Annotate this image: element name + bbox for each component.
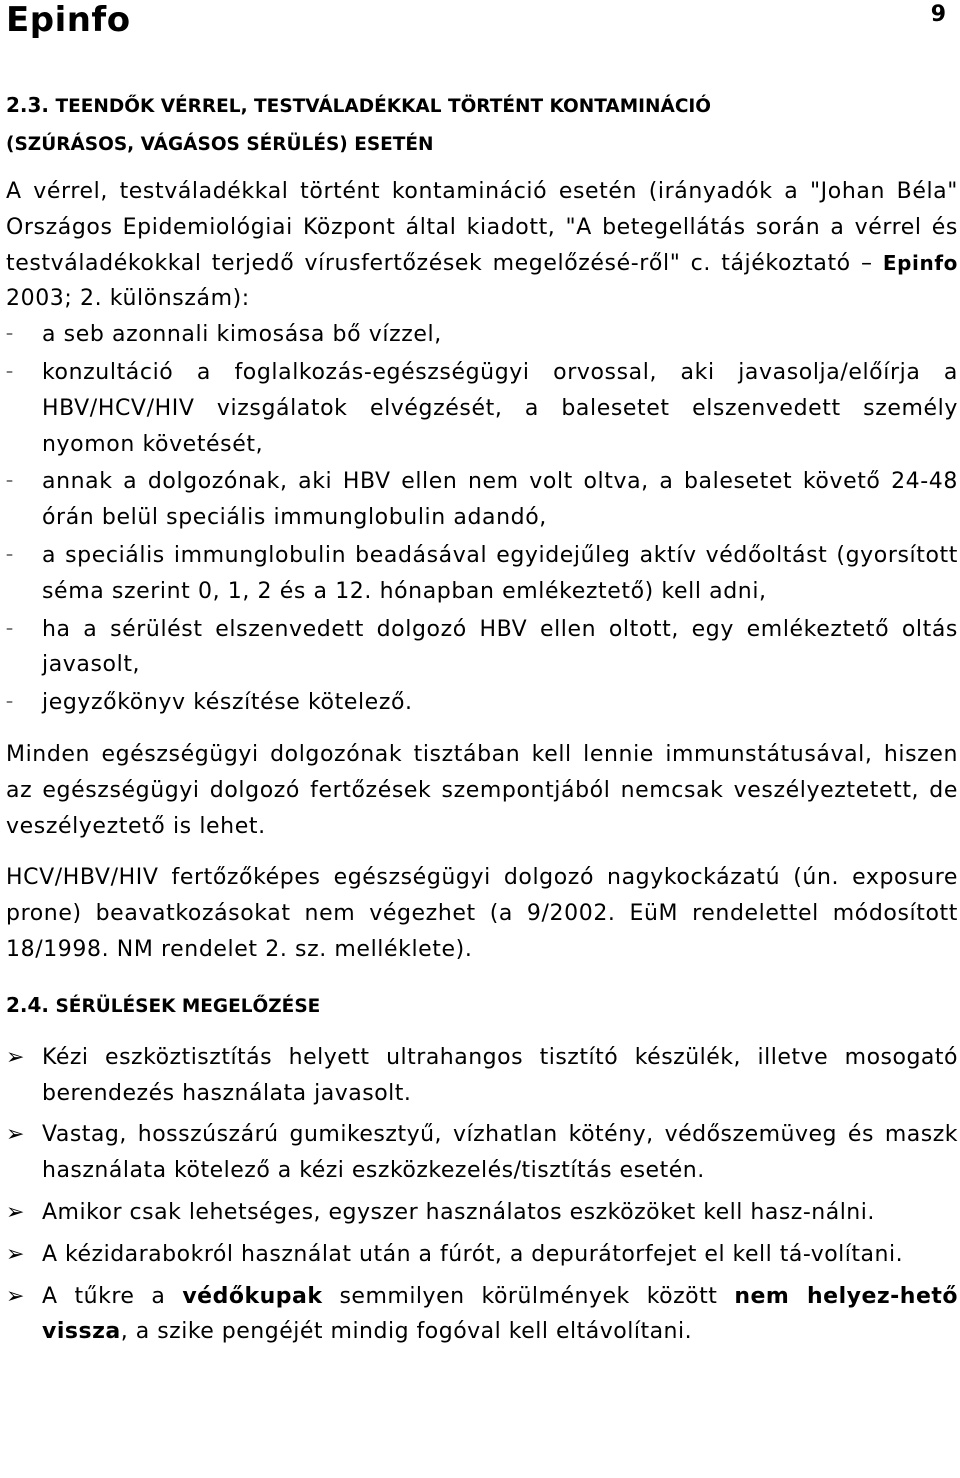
intro-text: A vérrel, testváladékkal történt kontamináció esetén (irányadók a "Johan Béla" Országos Epidemiológiai Központ által kiadott, "A betegellátás során a vérrel és testváladékokkal terjedő vírusfertőzések megelőzésé-ről" c. tájékoztató – xyxy=(6,179,958,276)
epinfo-logo: Epinfo xyxy=(6,0,131,40)
bold-text: nem helyez-hető vissza xyxy=(42,1283,959,1345)
section-title-line2: (SZÚRÁSOS, VÁGÁSOS SÉRÜLÉS) ESETÉN xyxy=(6,134,434,155)
intro-text-end: 2003; 2. különszám): xyxy=(6,286,250,312)
section-2-4-heading xyxy=(6,986,958,1026)
list-item: ➢ Kézi eszköztisztítás helyett ultrahangos tisztító készülék, illetve mosogató berendezés használata javasolt. xyxy=(6,1040,958,1112)
section-title-text: SÉRÜLÉSEK MEGELŐZÉSE xyxy=(55,995,321,1017)
text-span: semmilyen körülmények között xyxy=(322,1283,735,1309)
list-item: – a seb azonnali kimosása bő vízzel, xyxy=(6,317,958,353)
list-item: – ha a sérülést elszenvedett dolgozó HBV ellen oltott, egy emlékeztető oltás javasolt, xyxy=(6,612,958,684)
section-2-3-heading xyxy=(6,86,958,164)
list-item xyxy=(6,1279,958,1351)
list-item: – jegyzőkönyv készítése kötelező. xyxy=(6,685,958,721)
text-span: A tűkre a xyxy=(42,1283,183,1309)
section-number: 2.4. xyxy=(6,992,50,1017)
page-content xyxy=(6,86,958,1356)
regulation-paragraph: HCV/HBV/HIV fertőzőképes egészségügyi dolgozó nagykockázatú (ún. exposure prone) beavatkozásokat nem végezhet (a 9/2002. EüM rendelettel módosított 18/1998. NM rendelet 2. sz. melléklete). xyxy=(6,865,958,962)
list-item: ➢ Amikor csak lehetséges, egyszer használatos eszközöket kell hasz-nálni. xyxy=(6,1195,958,1231)
contamination-steps-list xyxy=(6,317,958,721)
list-item: – a speciális immunglobulin beadásával egyidejűleg aktív védőoltást (gyorsított séma szerint 0, 1, 2 és a 12. hónapban emlékeztető) kell adni, xyxy=(6,538,958,610)
list-item: – annak a dolgozónak, aki HBV ellen nem volt oltva, a balesetet követő 24-48 órán belül speciális immunglobulin adandó, xyxy=(6,464,958,536)
list-item: – konzultáció a foglalkozás-egészségügyi orvossal, aki javasolja/előírja a HBV/HCV/HIV vizsgálatok elvégzését, a balesetet elszenvedett személy nyomon követését, xyxy=(6,355,958,462)
injury-prevention-list xyxy=(6,1040,958,1350)
list-item: ➢ Vastag, hosszúszárú gumikesztyű, vízhatlan kötény, védőszemüveg és maszk használata kötelező a kézi eszközkezelés/tisztítás esetén. xyxy=(6,1117,958,1189)
section-title-text: TEENDŐK VÉRREL, TESTVÁLADÉKKAL TÖRTÉNT KONTAMINÁCIÓ xyxy=(55,96,712,117)
section-title xyxy=(6,986,958,1026)
section-number: 2.3. xyxy=(6,93,50,117)
list-item: ➢ A kézidarabokról használat után a fúrót, a depurátorfejet el kell tá-volítani. xyxy=(6,1237,958,1273)
text-span: , a szike pengéjét mindig fogóval kell eltávolítani. xyxy=(120,1319,693,1345)
intro-paragraph xyxy=(6,174,958,317)
inline-epinfo-logo: Epinfo xyxy=(882,250,958,275)
page-number: 9 xyxy=(930,2,946,27)
bold-text: védőkupak xyxy=(182,1283,323,1309)
section-title-line1 xyxy=(6,86,958,126)
immune-status-paragraph: Minden egészségügyi dolgozónak tisztában kell lennie immunstátusával, hiszen az egészségügyi dolgozó fertőzések szempontjából nemcsak veszélyeztetett, de veszélyeztető is lehet. xyxy=(6,741,958,839)
